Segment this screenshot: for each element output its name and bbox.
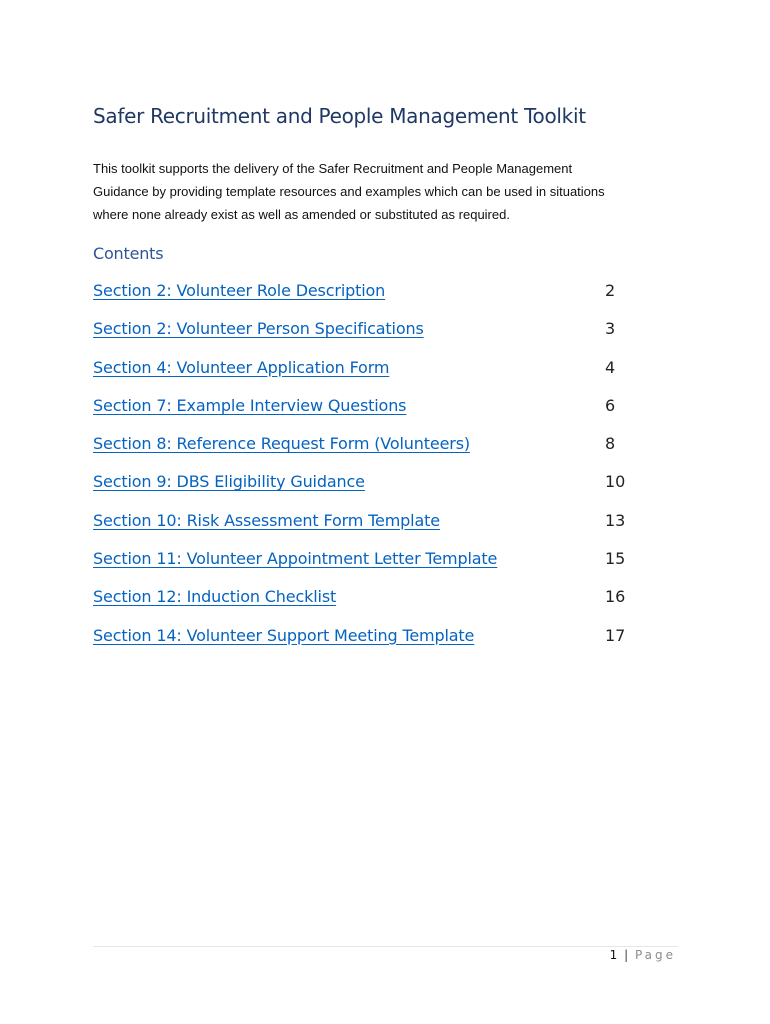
page-title: Safer Recruitment and People Management Toolkit [93, 104, 586, 128]
toc-entry [93, 511, 653, 549]
toc-entry [93, 587, 653, 625]
toc-page-number: 15 [605, 549, 626, 569]
contents-heading: Contents [93, 244, 164, 263]
toc-link[interactable]: Section 8: Reference Request Form (Volunteers) [93, 434, 470, 454]
toc-link[interactable]: Section 2: Volunteer Person Specifications [93, 319, 424, 339]
toc-page-number: 8 [605, 434, 616, 454]
toc-entry [93, 434, 653, 472]
toc-page-number: 17 [605, 625, 626, 645]
toc-entry [93, 319, 653, 357]
toc-entry [93, 472, 653, 510]
toc-link[interactable]: Section 10: Risk Assessment Form Template [93, 510, 440, 530]
toc-link[interactable]: Section 4: Volunteer Application Form [93, 357, 390, 377]
toc-page-number: 13 [605, 510, 626, 530]
footer-page-number: 1 [609, 948, 618, 962]
toc-link[interactable]: Section 2: Volunteer Role Description [93, 281, 386, 300]
toc-entry [93, 549, 653, 587]
footer-separator: | [624, 948, 629, 962]
toc-entry [93, 358, 653, 396]
toc-page-number: 4 [605, 357, 616, 377]
toc-page-number: 2 [605, 281, 616, 300]
intro-line: Guidance by providing template resources and examples which can be used in situations [93, 184, 605, 199]
toc-link[interactable]: Section 9: DBS Eligibility Guidance [93, 472, 365, 492]
footer-divider [93, 946, 678, 947]
toc-entry [93, 396, 653, 434]
toc-entry [93, 626, 653, 664]
toc-link[interactable]: Section 11: Volunteer Appointment Letter Template [93, 549, 498, 569]
toc-page-number: 3 [605, 319, 616, 339]
toc-page-number: 16 [605, 587, 626, 607]
page-footer [610, 948, 676, 962]
footer-page-label: Page [634, 948, 676, 962]
intro-line: This toolkit supports the delivery of the Safer Recruitment and People Management [93, 161, 573, 176]
toc-link[interactable]: Section 14: Volunteer Support Meeting Template [93, 625, 475, 645]
toc-link[interactable]: Section 7: Example Interview Questions [93, 395, 407, 415]
intro-line: where none already exist as well as amended or substituted as required. [93, 207, 510, 222]
toc-page-number: 6 [605, 395, 616, 415]
intro-paragraph [93, 157, 673, 226]
toc-page-number: 10 [605, 472, 626, 492]
toc-entry [93, 281, 653, 319]
toc-link[interactable]: Section 12: Induction Checklist [93, 587, 337, 607]
table-of-contents [93, 281, 653, 664]
